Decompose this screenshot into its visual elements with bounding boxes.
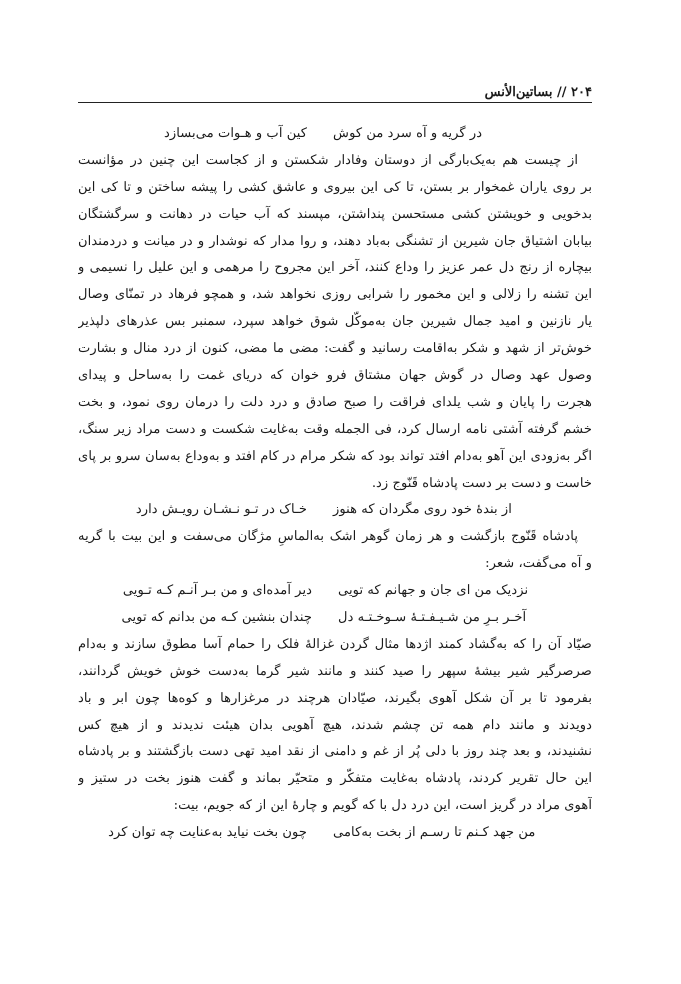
prose-line: آهوی مراد در گریز است، این درد دل با که گویم و چارهٔ این از که جویم، بیت:	[173, 798, 592, 814]
verse-line	[78, 820, 592, 847]
prose-line: اگر به‌زودی این آهو به‌دام افتد تواند بود که شکر مرام در کام افتد و به‌وداع به‌سان سرو بر پای	[78, 448, 592, 464]
verse-line	[78, 497, 592, 524]
prose-line: این حال تقریر کردند، پادشاه به‌غایت متفکّر و متحیّر بماند و گفت هنوز بخت در ستیز و	[78, 771, 592, 787]
verse-hemistich-second: چندان بنشین کـه من بدانم که تویی	[121, 610, 312, 626]
verse-line	[78, 578, 592, 605]
prose-line: بفرمود تا بر آن شکل آهوی بگیرند، صیّادان هرچند در مرغزارها و کوه‌ها چون ابر و باد	[78, 690, 592, 706]
prose-line: صیّاد آن را که به‌گشاد کمند اژدها مثال گردن غزالهٔ فلک را حمام آسا مطوق سازند و به‌دام	[78, 636, 592, 652]
verse-line	[78, 605, 592, 632]
prose-line: و آه می‌گفت، شعر:	[485, 556, 592, 572]
verse-hemistich-second: کین آب و هـوات می‌بسازد	[164, 126, 307, 141]
verse-hemistich-first: از بندهٔ خود روی مگردان که هنوز	[333, 502, 512, 518]
prose-line: صرصرگیر شیر بیشهٔ سپهر را صید کنند و مانند شیر گرما به‌دست خوش خویش گردانند،	[78, 663, 592, 679]
verse-hemistich-second: چون بخت نیاید به‌عنایت چه توان کرد	[108, 825, 307, 841]
prose-line: پادشاه قَنّوج بازگشت و هر زمان گوهر اشک به‌الماسِ مژگان می‌سفت و این بیت با گریه	[78, 529, 578, 545]
prose-line: این تشنه را زلالی و این مخمور را شرابی روزی نخواهد شد، و همچو فرهاد در تمنّای وصال	[78, 287, 592, 303]
prose-line: نشنیدند، و بعد چند روز با دلی پُر از غم و دامنی از نقد امید تهی دست بازگشتند و بر پادشاه	[78, 744, 592, 760]
prose-line: هجرت را پایان و شب یلدای فراقت را صبح صادق و درد دلت را درمان روی نمود، و بخت	[78, 394, 592, 410]
prose-paragraph	[78, 524, 592, 578]
verse-hemistich-first: آخـر بـرِ من شـیـفـتـهٔ سـوخـتـه دل	[338, 610, 527, 626]
prose-line: بر روی یاران غمخوار بر بستن، تا کی این بیروی و عاشق کشی را پیشه ساختن و تا کی این	[78, 179, 592, 195]
prose-line: خاست و دست بر دست پادشاه قَنّوج زد.	[371, 475, 592, 491]
prose-line: دویدند و مانند دام همه تن چشم شدند، هیچ آهویی بدان هیئت ندیدند و از هیچ کس	[78, 717, 592, 733]
prose-paragraph	[78, 148, 592, 498]
page-body	[78, 121, 592, 847]
header-rule	[78, 102, 592, 103]
prose-line: بیچاره از رنج دل عمر عزیز را وداع کنند، آخر این مجروح را مرهمی و این علیل را نسیمی و	[78, 260, 592, 276]
prose-line: بیابان اشتیاق جان شیرین از تشنگی به‌باد دهند، و روا مدار که نوشدار و در میانت و دردمندان	[78, 233, 592, 249]
verse-line	[78, 121, 592, 148]
verse-hemistich-second: دیر آمده‌ای و من بـر آنـم کـه تـویی	[122, 583, 312, 599]
verse-hemistich-first: من جهد کـنم تا رسـم از بخت به‌کامی	[333, 825, 536, 841]
prose-line: وصول عهد وصال در گوش جهان مشتاق فرو خوان که دریای غمت را به‌ساحل و پیدای	[78, 368, 592, 384]
prose-line: خوش‌تر از شهد و شکر به‌اقامت رسانید و گفت: مضی ما مضی، کنون از درد منال و بشارت	[78, 341, 592, 357]
prose-paragraph	[78, 632, 592, 820]
prose-line: بدخویی و خویشتن کشی مستحسن پنداشتن، مپسند که آب حیات در دهانت و سرگشتگان	[78, 206, 592, 222]
prose-line: از چیست هم به‌یک‌بارگی از دوستان وفادار شکستن و از کجاست این چنین در مؤانست	[78, 152, 578, 168]
prose-line: یار نازنین و امید جمال شیرین جان به‌موکّل شوق خواهد سپرد، سمنبر بس عذرهای دلپذیر	[78, 314, 592, 330]
running-head: ۲۰۴ // بساتین‌الأنس	[484, 85, 592, 100]
verse-hemistich-second: خـاک در تـو نـشـان رویـش دارد	[135, 502, 307, 518]
verse-hemistich-first: در گریه و آه سرد من کوش	[333, 126, 483, 141]
prose-line: خشم گرفته آشتی نامه ارسال کرد، فی الجمله وقت به‌غایت شکست و دست مراد زیر سنگ،	[78, 421, 592, 437]
verse-hemistich-first: نزدیک من ای جان و جهانم که تویی	[338, 583, 529, 599]
